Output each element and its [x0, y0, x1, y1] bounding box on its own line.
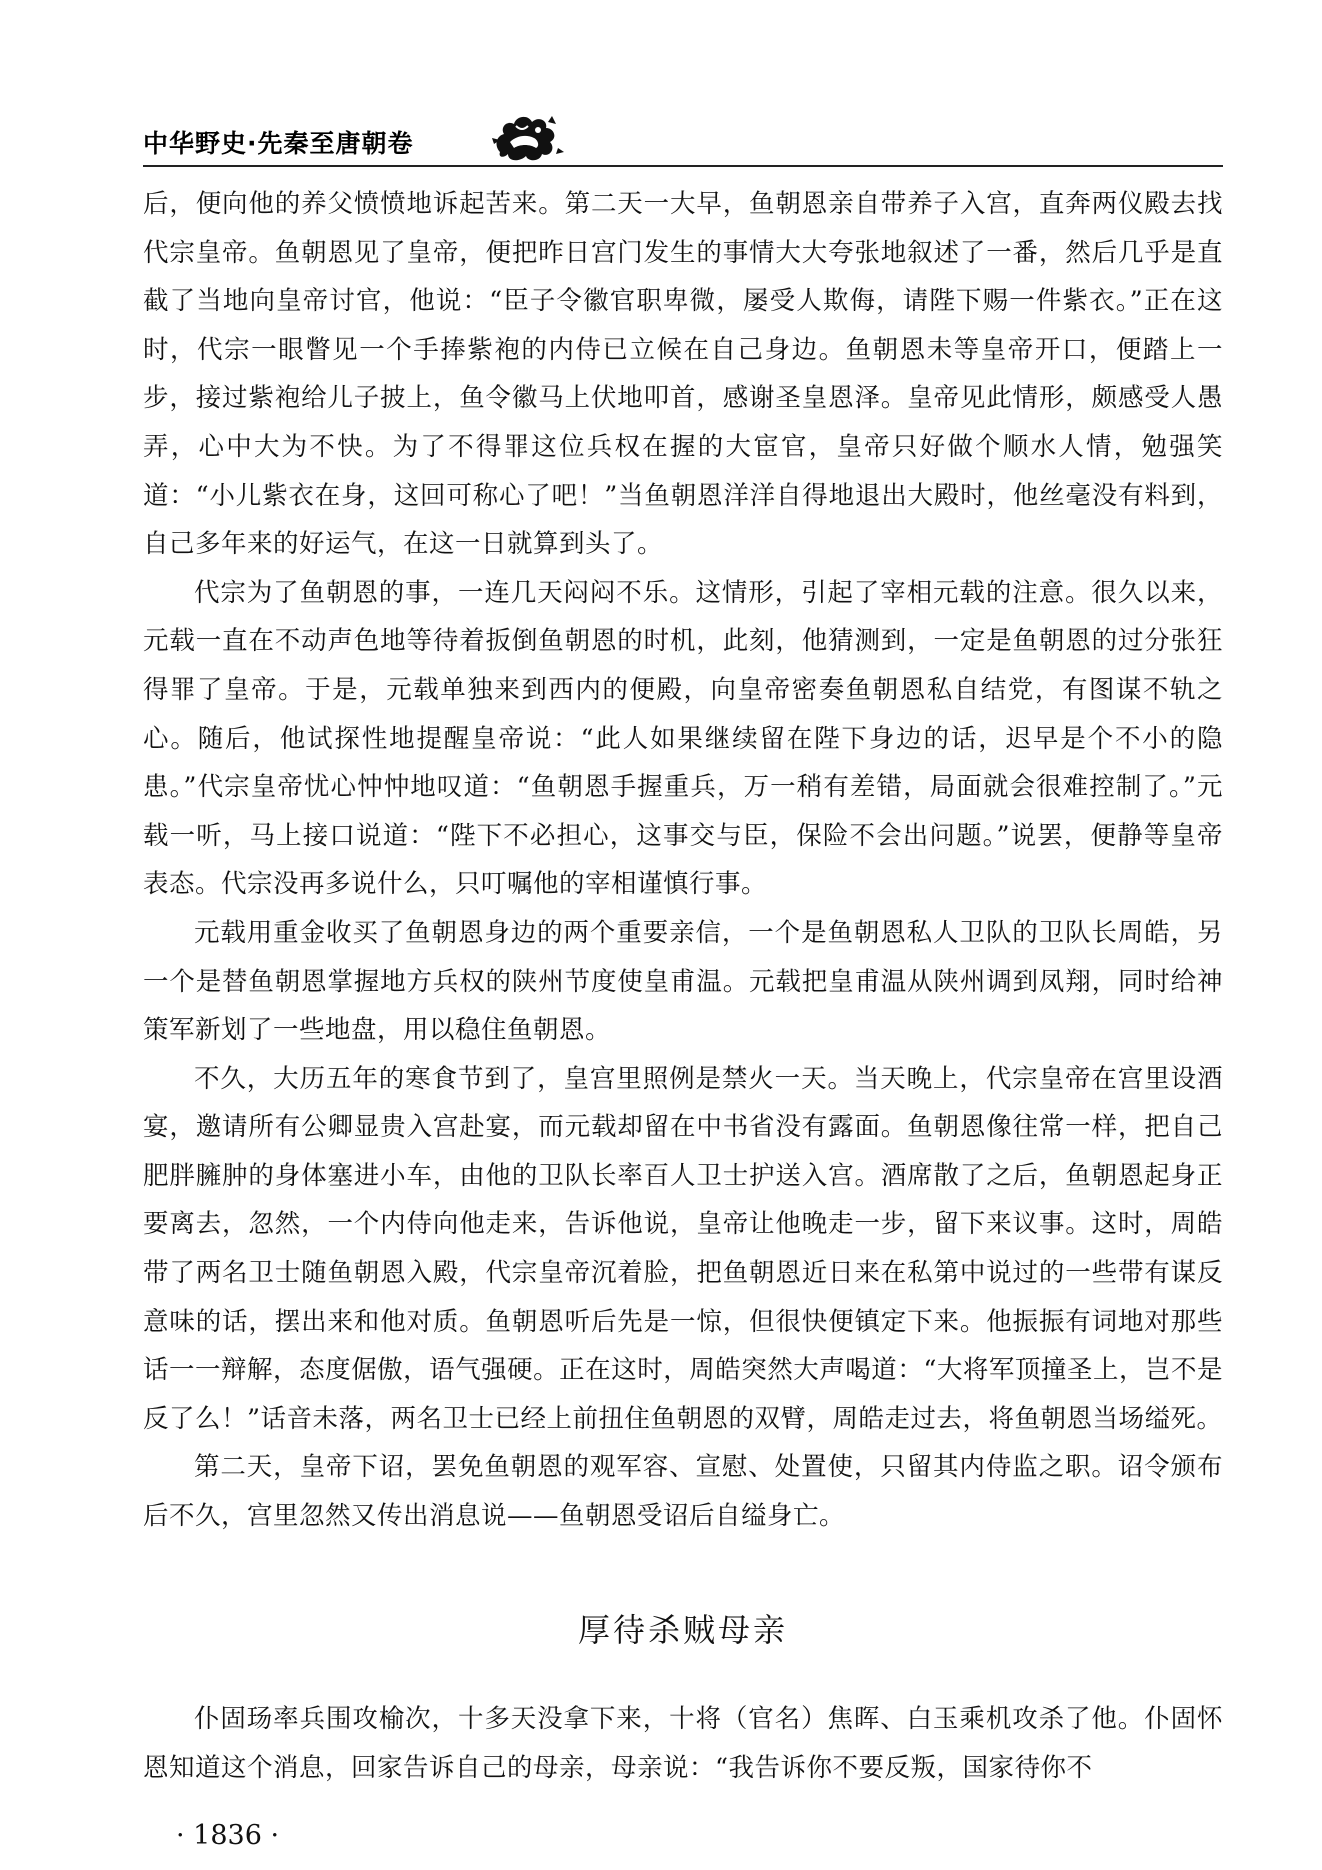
dragon-icon: [486, 108, 566, 166]
book-title: 中华野史·先秦至唐朝卷: [143, 129, 414, 158]
section-heading: 厚待杀贼母亲: [577, 1611, 788, 1649]
page-number: · 1836 ·: [176, 1820, 280, 1851]
paragraph: 后，便向他的养父愤愤地诉起苦来。第二天一大早，鱼朝恩亲自带养子入宫，直奔两仪殿去找代宗皇帝。鱼朝恩见了皇帝，便把昨日宫门发生的事情大大夸张地叙述了一番，然后几乎是直截了当地向皇帝讨官，他说：“臣子令徽官职卑微，屡受人欺侮，请陛下赐一件紫衣。”正在这时，代宗一眼瞥见一个手捧紫袍的内侍已立候在自己身边。鱼朝恩未等皇帝开口，便踏上一步，接过紫袍给儿子披上，鱼令徽马上伏地叩首，感谢圣皇恩泽。皇帝见此情形，颇感受人愚弄，心中大为不快。为了不得罪这位兵权在握的大宦官，皇帝只好做个顺水人情，勉强笑道：“小儿紫衣在身，这回可称心了吧！”当鱼朝恩洋洋自得地退出大殿时，他丝毫没有料到，自己多年来的好运气，在这一日就算到头了。: [143, 189, 1223, 560]
paragraph: 第二天，皇帝下诏，罢免鱼朝恩的观军容、宣慰、处置使，只留其内侍监之职。诏令颁布后不久，宫里忽然又传出消息说——鱼朝恩受诏后自缢身亡。: [143, 1452, 1223, 1532]
paragraph: 仆固玚率兵围攻榆次，十多天没拿下来，十将（官名）焦晖、白玉乘机攻杀了他。仆固怀恩知道这个消息，回家告诉自己的母亲，母亲说：“我告诉你不要反叛，国家待你不: [143, 1704, 1223, 1783]
running-header: [143, 118, 1223, 168]
section-body-text: [143, 1695, 1223, 1792]
paragraph: 代宗为了鱼朝恩的事，一连几天闷闷不乐。这情形，引起了宰相元载的注意。很久以来，元载一直在不动声色地等待着扳倒鱼朝恩的时机，此刻，他猜测到，一定是鱼朝恩的过分张狂得罪了皇帝。于是，元载单独来到西内的便殿，向皇帝密奏鱼朝恩私自结党，有图谋不轨之心。随后，他试探性地提醒皇帝说：“此人如果继续留在陛下身边的话，迟早是个不小的隐患。”代宗皇帝忧心忡忡地叹道：“鱼朝恩手握重兵，万一稍有差错，局面就会很难控制了。”元载一听，马上接口说道：“陛下不必担心，这事交与臣，保险不会出问题。”说罢，便静等皇帝表态。代宗没再多说什么，只叮嘱他的宰相谨慎行事。: [143, 577, 1223, 900]
paragraph: 元载用重金收买了鱼朝恩身边的两个重要亲信，一个是鱼朝恩私人卫队的卫队长周皓，另一个是替鱼朝恩掌握地方兵权的陕州节度使皇甫温。元载把皇甫温从陕州调到凤翔，同时给神策军新划了一些地盘，用以稳住鱼朝恩。: [143, 917, 1223, 1046]
body-text: [143, 180, 1223, 1541]
paragraph: 不久，大历五年的寒食节到了，皇宫里照例是禁火一天。当天晚上，代宗皇帝在宫里设酒宴，邀请所有公卿显贵入宫赴宴，而元载却留在中书省没有露面。鱼朝恩像往常一样，把自己肥胖臃肿的身体塞进小车，由他的卫队长率百人卫士护送入宫。酒席散了之后，鱼朝恩起身正要离去，忽然，一个内侍向他走来，告诉他说，皇帝让他晚走一步，留下来议事。这时，周皓带了两名卫士随鱼朝恩入殿，代宗皇帝沉着脸，把鱼朝恩近日来在私第中说过的一些带有谋反意味的话，摆出来和他对质。鱼朝恩听后先是一惊，但很快便镇定下来。他振振有词地对那些话一一辩解，态度倨傲，语气强硬。正在这时，周皓突然大声喝道：“大将军顶撞圣上，岂不是反了么！”话音未落，两名卫士已经上前扭住鱼朝恩的双臂，周皓走过去，将鱼朝恩当场缢死。: [143, 1063, 1223, 1434]
header-rule: [143, 165, 1223, 167]
